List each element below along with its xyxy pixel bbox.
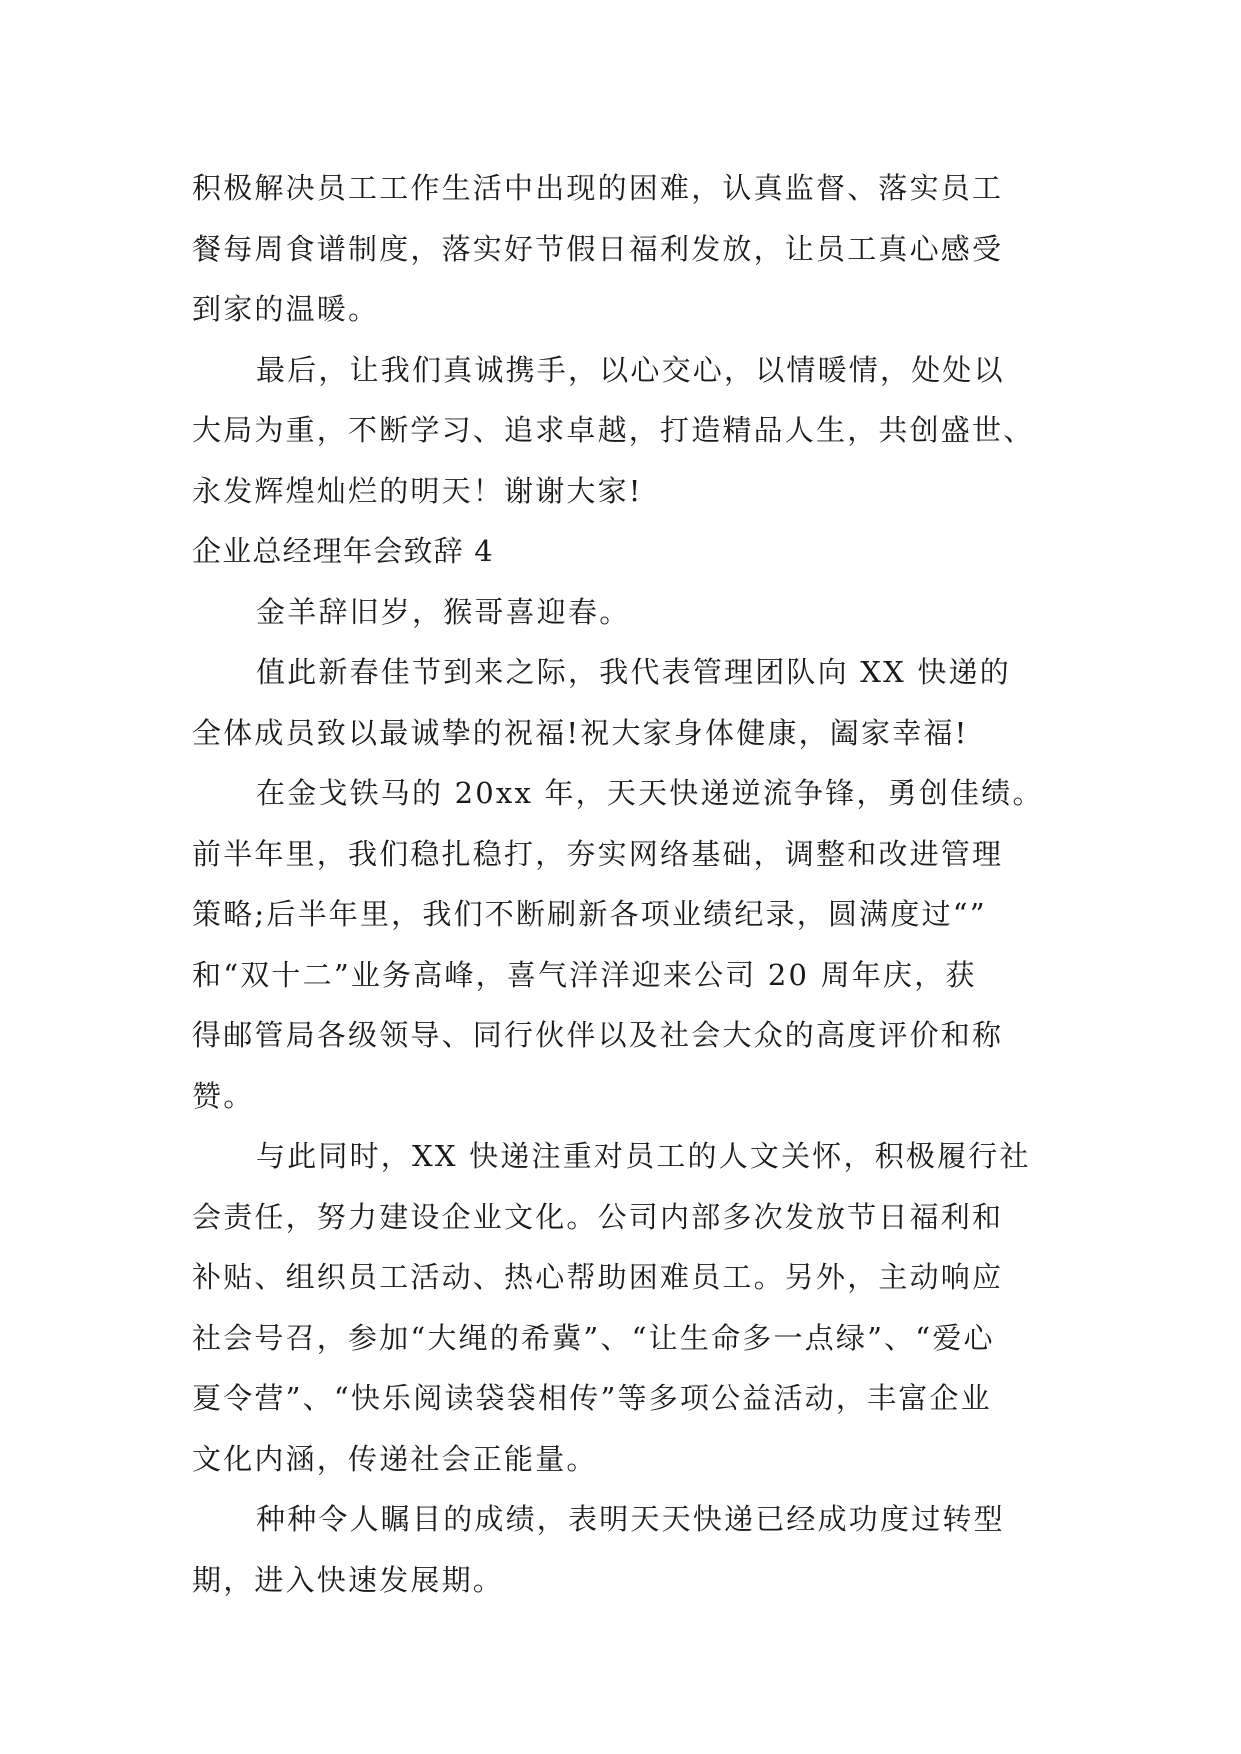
text-line: 得邮管局各级领导、同行伙伴以及社会大众的高度评价和称 (192, 1018, 1004, 1052)
text-line: 最后，让我们真诚携手，以心交心，以情暖情，处处以 (256, 352, 1005, 387)
text-line: 和“双十二”业务高峰，喜气洋洋迎来公司 20 周年庆，获 (192, 957, 977, 992)
section-heading: 企业总经理年会致辞 4 (192, 534, 494, 568)
text-line: 餐每周食谱制度，落实好节假日福利发放，让员工真心感受 (192, 231, 1004, 266)
text-line: 补贴、组织员工活动、热心帮助困难员工。另外，主动响应 (192, 1260, 1004, 1294)
text-line: 全体成员致以最诚挚的祝福!祝大家身体健康，阖家幸福! (192, 715, 969, 750)
text-line: 到家的温暖。 (192, 292, 380, 326)
text-line: 夏令营”、“快乐阅读袋袋相传”等多项公益活动，丰富企业 (192, 1381, 992, 1415)
document-body (192, 158, 1054, 1610)
text-line: 文化内涵，传递社会正能量。 (192, 1441, 598, 1476)
text-line: 策略;后半年里，我们不断刷新各项业绩纪录，圆满度过“” (192, 897, 987, 931)
text-line: 社会号召，参加“大绳的希冀”、“让生命多一点绿”、“爱心 (192, 1320, 995, 1355)
text-line: 金羊辞旧岁，猴哥喜迎春。 (256, 594, 631, 629)
text-line: 值此新春佳节到来之际，我代表管理团队向 XX 快递的 (256, 655, 1011, 689)
text-line: 种种令人瞩目的成绩，表明天天快递已经成功度过转型 (256, 1502, 1005, 1536)
text-line: 永发辉煌灿烂的明天！谢谢大家! (192, 473, 643, 508)
text-line: 赞。 (192, 1078, 255, 1113)
text-line: 积极解决员工工作生活中出现的困难，认真监督、落实员工 (192, 171, 1004, 205)
text-line: 前半年里，我们稳扎稳打，夯实网络基础，调整和改进管理 (192, 836, 1004, 871)
text-line: 与此同时，XX 快递注重对员工的人文关怀，积极履行社 (256, 1139, 1031, 1173)
text-line: 大局为重，不断学习、追求卓越，打造精品人生，共创盛世、 (192, 413, 1035, 447)
text-line: 期，进入快速发展期。 (192, 1562, 505, 1597)
text-line: 会责任，努力建设企业文化。公司内部多次发放节日福利和 (192, 1199, 1004, 1234)
text-line: 在金戈铁马的 20xx 年，天天快递逆流争锋，勇创佳绩。 (256, 776, 1044, 810)
